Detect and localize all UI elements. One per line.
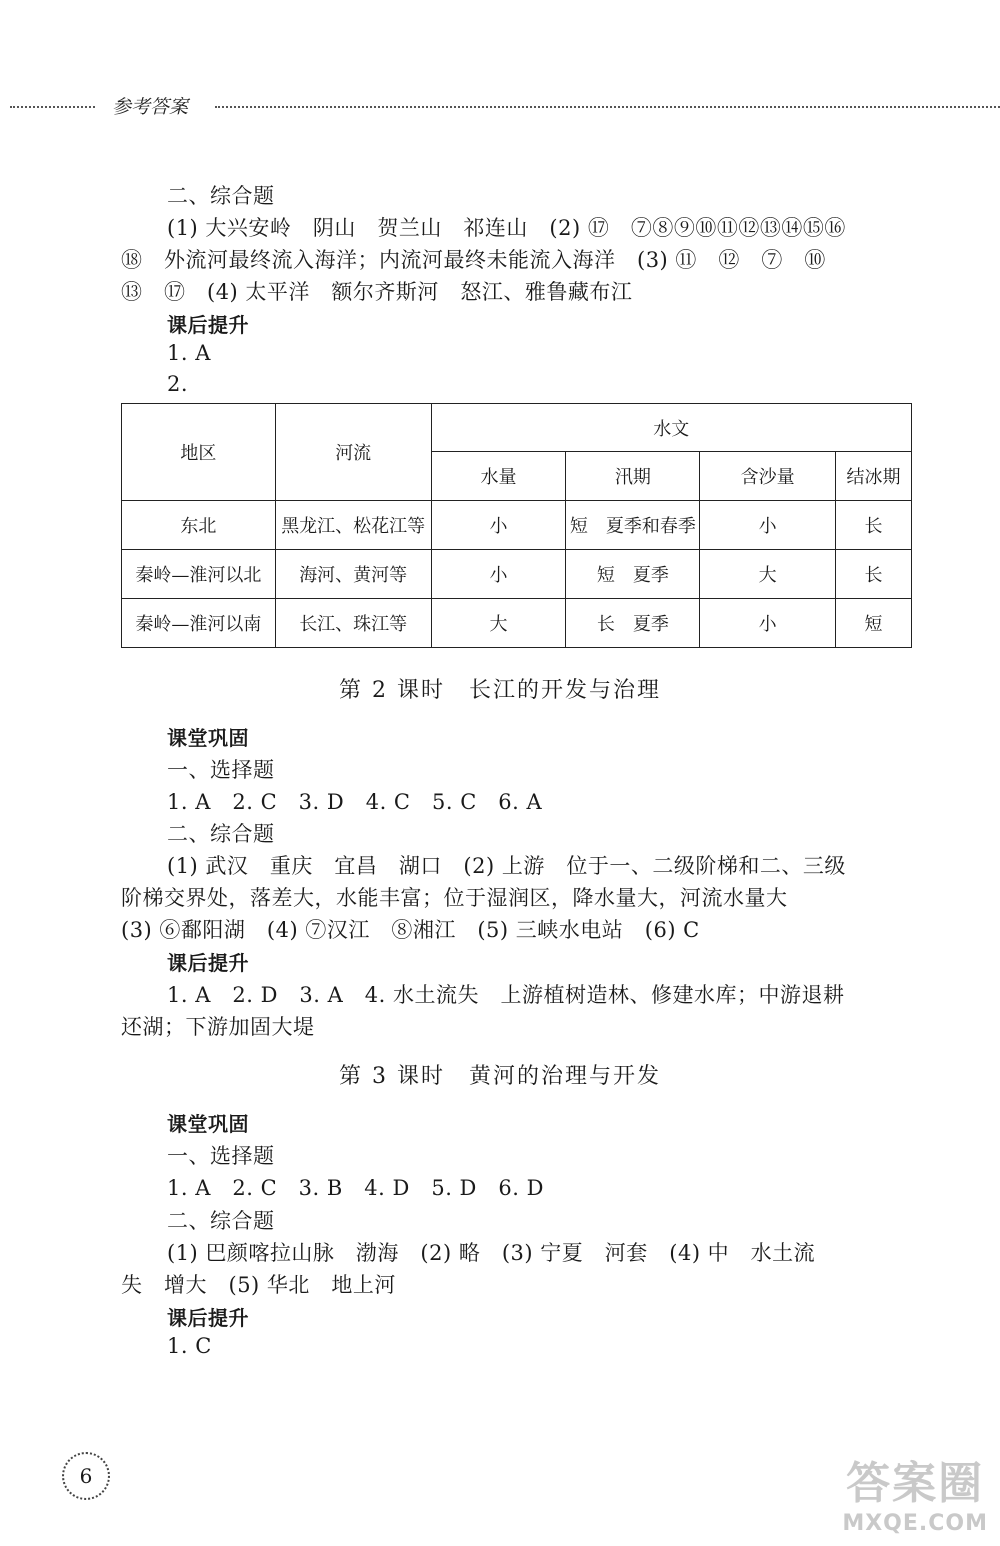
lesson3-comp-line2: 失 增大 (5) 华北 地上河 (121, 1273, 396, 1297)
lesson2-comp-line2: 阶梯交界处，落差大，水能丰富；位于湿润区，降水量大，河流水量大 (121, 886, 788, 910)
lesson3-after-heading: 课后提升 (167, 1306, 249, 1330)
lesson2-comp-line3: (3) ⑥鄱阳湖 (4) ⑦汉江 ⑧湘江 (5) 三峡水电站 (6) C (121, 918, 700, 942)
lesson3-choice-answers: 1. A 2. C 3. B 4. D 5. D 6. D (167, 1176, 544, 1200)
cell-sediment: 小 (700, 501, 836, 550)
header-dots-right (215, 106, 1000, 108)
cell-region: 秦岭—淮河以北 (122, 550, 276, 599)
table-row (122, 599, 912, 648)
header-title: 参考答案 (112, 96, 189, 118)
lesson2-comprehensive-heading: 二、综合题 (167, 822, 275, 846)
lesson2-consolidate-heading: 课堂巩固 (167, 726, 249, 750)
table-row (122, 501, 912, 550)
watermark-logo (842, 1447, 988, 1536)
cell-ice: 短 (836, 599, 912, 648)
lesson2-comp-line1: (1) 武汉 重庆 宜昌 湖口 (2) 上游 位于一、二级阶梯和二、三级 (167, 854, 846, 878)
lesson3-choice-heading: 一、选择题 (167, 1144, 275, 1168)
cell-ice: 长 (836, 501, 912, 550)
header-sediment: 含沙量 (700, 452, 836, 501)
cell-flood: 短 夏季 (566, 550, 700, 599)
part1-after-heading: 课后提升 (167, 313, 249, 337)
cell-river: 长江、珠江等 (275, 599, 431, 648)
header-river: 河流 (275, 404, 431, 501)
header-dots-left (10, 106, 95, 108)
cell-volume: 小 (431, 501, 566, 550)
hydrology-table (121, 403, 912, 648)
header-hydrology: 水文 (431, 404, 911, 452)
lesson2-choice-answers: 1. A 2. C 3. D 4. C 5. C 6. A (167, 790, 543, 814)
lesson3-comprehensive-heading: 二、综合题 (167, 1209, 275, 1233)
page-header (0, 92, 1000, 122)
lesson2-choice-heading: 一、选择题 (167, 758, 275, 782)
header-region: 地区 (122, 404, 276, 501)
cell-volume: 大 (431, 599, 566, 648)
lesson3-after-line1: 1. C (167, 1334, 212, 1358)
cell-ice: 长 (836, 550, 912, 599)
part1-line3: ⑬ ⑰ (4) 太平洋 额尔齐斯河 怒江、雅鲁藏布江 (121, 280, 633, 304)
cell-region: 东北 (122, 501, 276, 550)
part1-answer-2: 2. (167, 372, 189, 396)
cell-volume: 小 (431, 550, 566, 599)
watermark-line1: 答案圈 (846, 1458, 985, 1509)
part1-heading: 二、综合题 (167, 184, 275, 208)
cell-sediment: 小 (700, 599, 836, 648)
cell-sediment: 大 (700, 550, 836, 599)
cell-river: 海河、黄河等 (275, 550, 431, 599)
part1-line2: ⑱ 外流河最终流入海洋；内流河最终未能流入海洋 (3) ⑪ ⑫ ⑦ ⑩ (121, 248, 826, 272)
cell-flood: 短 夏季和春季 (566, 501, 700, 550)
cell-flood: 长 夏季 (566, 599, 700, 648)
cell-region: 秦岭—淮河以南 (122, 599, 276, 648)
lesson3-comp-line1: (1) 巴颜喀拉山脉 渤海 (2) 略 (3) 宁夏 河套 (4) 中 水土流 (167, 1241, 816, 1265)
lesson2-after-line2: 还湖；下游加固大堤 (121, 1015, 315, 1039)
watermark-line2: MXQE.COM (842, 1511, 988, 1536)
cell-river: 黑龙江、松花江等 (275, 501, 431, 550)
lesson2-after-line1: 1. A 2. D 3. A 4. 水土流失 上游植树造林、修建水库；中游退耕 (167, 983, 845, 1007)
header-ice: 结冰期 (836, 452, 912, 501)
lesson2-title: 第 2 课时 长江的开发与治理 (339, 678, 661, 703)
lesson3-title: 第 3 课时 黄河的治理与开发 (339, 1064, 661, 1089)
page-number: 6 (62, 1452, 110, 1500)
header-volume: 水量 (431, 452, 566, 501)
part1-answer-1: 1. A (167, 341, 211, 365)
lesson2-after-heading: 课后提升 (167, 951, 249, 975)
lesson3-consolidate-heading: 课堂巩固 (167, 1112, 249, 1136)
part1-line1: (1) 大兴安岭 阴山 贺兰山 祁连山 (2) ⑰ ⑦⑧⑨⑩⑪⑫⑬⑭⑮⑯ (167, 216, 846, 240)
table-row (122, 550, 912, 599)
header-flood: 汛期 (566, 452, 700, 501)
